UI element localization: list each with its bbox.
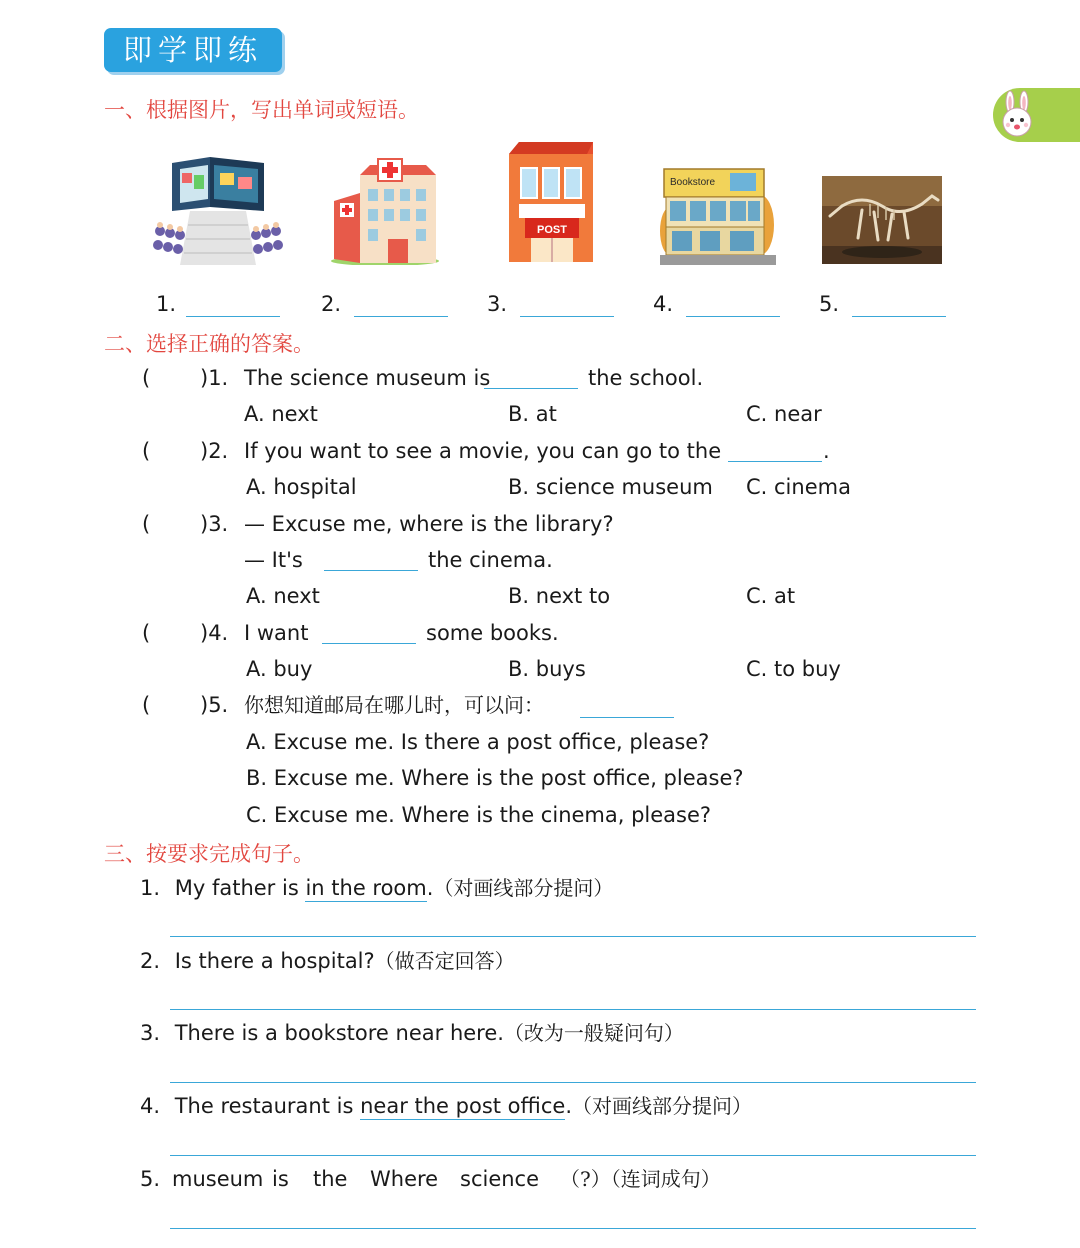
answer-line-1[interactable] xyxy=(170,936,976,937)
question-3-line-2-end: the cinema. xyxy=(428,548,553,572)
question-2-text-start: If you want to see a movie, you can go to the xyxy=(244,439,722,463)
paren-open-2: ( xyxy=(142,439,151,463)
scrambled-word: science xyxy=(460,1167,540,1191)
answer-line-3[interactable] xyxy=(170,1082,976,1083)
paren-open-1: ( xyxy=(142,366,151,390)
question-5-option-a[interactable]: A. Excuse me. Is there a post office, please? xyxy=(246,730,710,754)
question-4-option-b[interactable]: B. buys xyxy=(508,657,586,681)
question-5-option-b[interactable]: B. Excuse me. Where is the post office, please? xyxy=(246,766,744,790)
question-5-blank[interactable] xyxy=(580,717,674,718)
sentence-text: My father is xyxy=(174,876,299,900)
question-4-option-c[interactable]: C. to buy xyxy=(746,657,841,681)
sentence-text: The restaurant is xyxy=(174,1094,354,1118)
answer-line-4[interactable] xyxy=(170,1155,976,1156)
sentence-1 xyxy=(140,874,613,902)
answer-blank-3[interactable] xyxy=(520,316,614,317)
section-1-title: 一、根据图片，写出单词或短语。 xyxy=(104,98,419,122)
scrambled-word: museum xyxy=(172,1167,264,1191)
answer-line-5[interactable] xyxy=(170,1228,976,1229)
sentence-2 xyxy=(140,947,515,975)
question-4-text-start: I want xyxy=(244,621,309,645)
question-4-text-end: some books. xyxy=(426,621,559,645)
question-5-text: 你想知道邮局在哪儿时，可以问： xyxy=(244,693,544,717)
picture-number-3: 3. xyxy=(487,292,508,316)
question-number-1: )1. xyxy=(200,366,229,390)
paren-open-4: ( xyxy=(142,621,151,645)
question-4-option-a[interactable]: A. buy xyxy=(246,657,313,681)
paren-open-5: ( xyxy=(142,693,151,717)
section-badge: 即学即练 xyxy=(104,28,282,72)
sentence-3 xyxy=(140,1019,684,1047)
picture-number-4: 4. xyxy=(653,292,674,316)
section-2-title: 二、选择正确的答案。 xyxy=(104,332,314,356)
sentence-text: Is there a hospital? xyxy=(174,949,375,973)
section-3-title: 三、按要求完成句子。 xyxy=(104,842,314,866)
picture-number-5: 5. xyxy=(819,292,840,316)
question-number-4: )4. xyxy=(200,621,229,645)
bunny-icon xyxy=(995,90,1039,138)
question-3-option-b[interactable]: B. next to xyxy=(508,584,611,608)
question-2-option-c[interactable]: C. cinema xyxy=(746,475,851,499)
question-1-option-b[interactable]: B. at xyxy=(508,402,557,426)
answer-blank-1[interactable] xyxy=(186,316,280,317)
question-3-option-c[interactable]: C. at xyxy=(746,584,796,608)
sentence-number: 1. xyxy=(140,876,161,900)
question-2-option-b[interactable]: B. science museum xyxy=(508,475,713,499)
question-2-blank[interactable] xyxy=(728,461,822,462)
sentence-5-number: 5. xyxy=(140,1167,161,1191)
sentence-number: 4. xyxy=(140,1094,161,1118)
question-1-option-a[interactable]: A. next xyxy=(244,402,318,426)
question-number-5: )5. xyxy=(200,693,229,717)
question-1-text-end: the school. xyxy=(588,366,704,390)
post-sign-text: POST xyxy=(537,224,567,236)
picture-number-2: 2. xyxy=(321,292,342,316)
question-3-line-2-start: — It's xyxy=(244,548,303,572)
underlined-phrase: near the post office xyxy=(360,1094,566,1118)
scrambled-word: Where xyxy=(370,1167,439,1191)
sentence-number: 2. xyxy=(140,949,161,973)
question-4-blank[interactable] xyxy=(322,643,416,644)
sentence-4 xyxy=(140,1092,752,1120)
question-3-blank[interactable] xyxy=(324,570,418,571)
sentence-period: . xyxy=(426,876,434,900)
post-office-icon xyxy=(505,140,597,264)
sentence-text: There is a bookstore near here. xyxy=(174,1021,504,1045)
scrambled-word: the xyxy=(313,1167,348,1191)
answer-blank-4[interactable] xyxy=(686,316,780,317)
question-3-option-a[interactable]: A. next xyxy=(246,584,320,608)
bookstore-icon xyxy=(660,165,776,265)
scrambled-word: is xyxy=(272,1167,289,1191)
cinema-icon xyxy=(150,155,286,265)
instruction-text: （对画线部分提问） xyxy=(433,876,614,900)
question-1-blank[interactable] xyxy=(484,388,578,389)
sentence-period: . xyxy=(565,1094,572,1118)
instruction-text: （对画线部分提问） xyxy=(572,1094,752,1118)
punctuation-hint: （?） xyxy=(560,1167,611,1191)
sentence-number: 3. xyxy=(140,1021,161,1045)
instruction-text: （连词成句） xyxy=(610,1167,721,1191)
hospital-icon xyxy=(330,155,440,265)
bookstore-sign-text: Bookstore xyxy=(670,177,716,188)
answer-blank-2[interactable] xyxy=(354,316,448,317)
question-2-option-a[interactable]: A. hospital xyxy=(246,475,357,499)
scrambled-punctuation xyxy=(560,1165,721,1193)
answer-line-2[interactable] xyxy=(170,1009,976,1010)
question-3-line-1: — Excuse me, where is the library? xyxy=(244,512,614,536)
museum-dinosaur-icon xyxy=(822,176,942,264)
question-1-option-c[interactable]: C. near xyxy=(746,402,822,426)
side-tab xyxy=(993,88,1080,142)
question-2-text-end: . xyxy=(823,439,830,463)
picture-number-1: 1. xyxy=(156,292,177,316)
answer-blank-5[interactable] xyxy=(852,316,946,317)
question-number-2: )2. xyxy=(200,439,229,463)
underlined-phrase: in the room xyxy=(305,876,427,900)
question-number-3: )3. xyxy=(200,512,229,536)
question-1-text-start: The science museum is xyxy=(244,366,491,390)
instruction-text: （改为一般疑问句） xyxy=(503,1021,684,1045)
instruction-text: （做否定回答） xyxy=(374,949,515,973)
question-5-option-c[interactable]: C. Excuse me. Where is the cinema, please? xyxy=(246,803,712,827)
paren-open-3: ( xyxy=(142,512,151,536)
